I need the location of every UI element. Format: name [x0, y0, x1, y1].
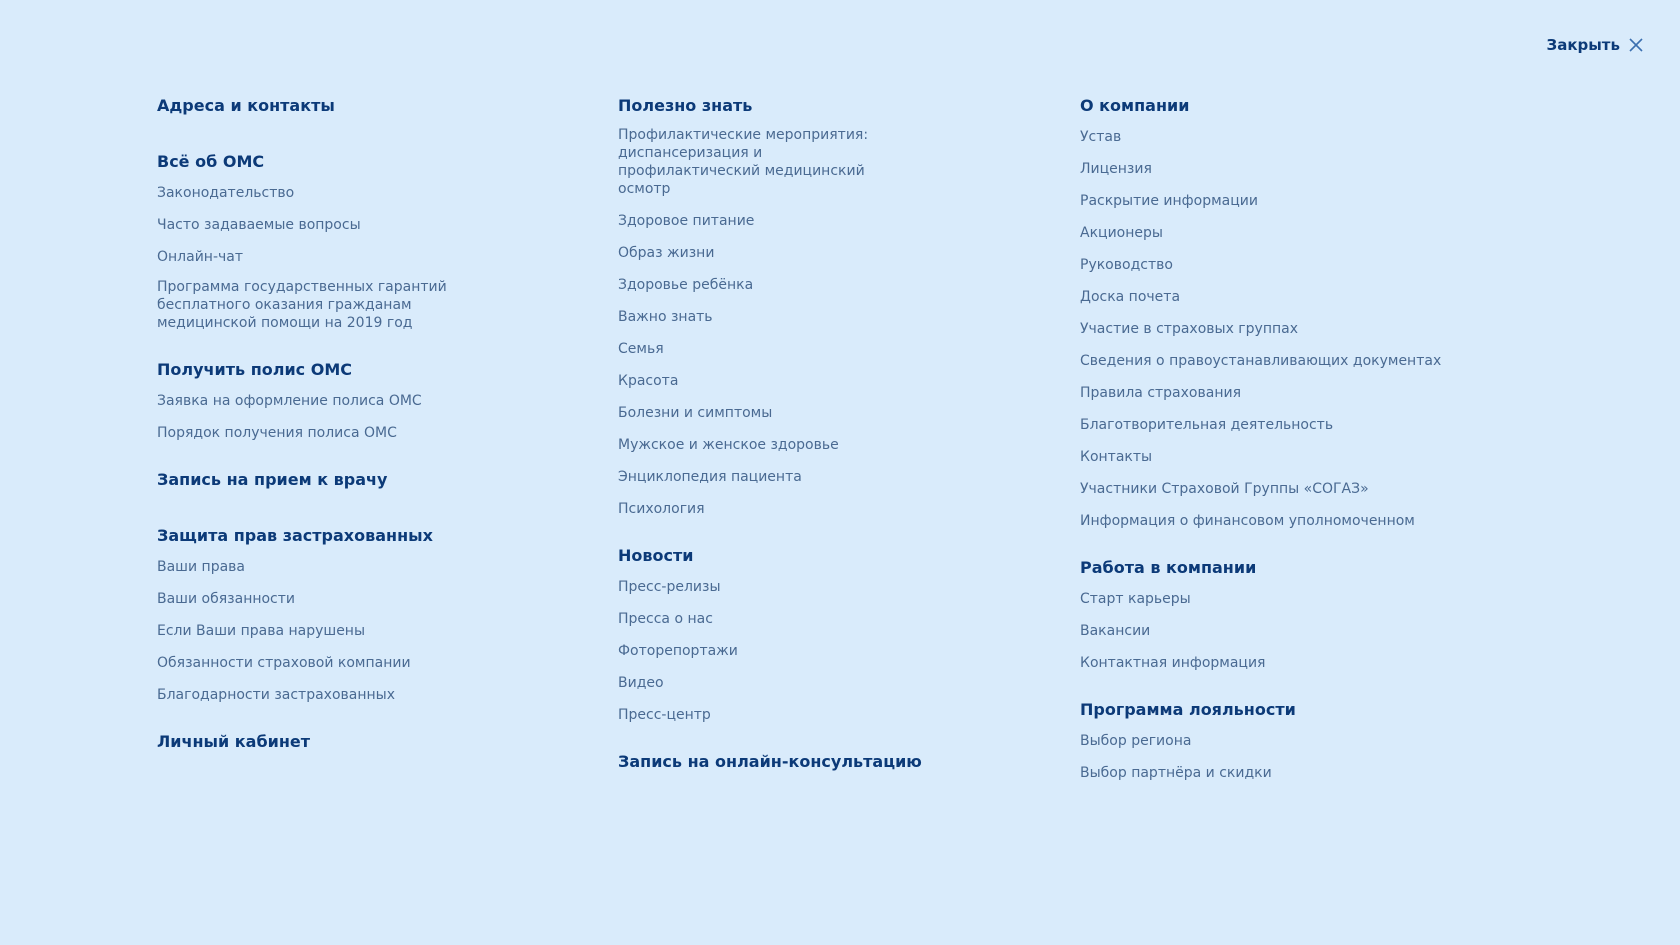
- section-rights: [157, 526, 577, 704]
- menu-link[interactable]: Энциклопедия пациента: [618, 469, 802, 485]
- link-list: [1080, 730, 1500, 782]
- menu-column-3: [1080, 96, 1500, 810]
- link-list: [618, 126, 1038, 518]
- section-heading-get-policy[interactable]: Получить полис ОМС: [157, 360, 352, 379]
- menu-link[interactable]: Вакансии: [1080, 623, 1151, 639]
- section-get-policy: [157, 360, 577, 442]
- link-list: [618, 576, 1038, 724]
- menu-link[interactable]: Если Ваши права нарушены: [157, 623, 366, 639]
- section-heading-news[interactable]: Новости: [618, 546, 694, 565]
- menu-link[interactable]: Онлайн-чат: [157, 249, 244, 265]
- close-icon[interactable]: [1628, 37, 1644, 53]
- close-button[interactable]: [1547, 36, 1644, 54]
- link-list: [157, 390, 577, 442]
- section-online-consultation: [618, 752, 1038, 772]
- menu-link[interactable]: Ваши обязанности: [157, 591, 296, 607]
- menu-link[interactable]: Контактная информация: [1080, 655, 1266, 671]
- section-heading-oms[interactable]: Всё об ОМС: [157, 152, 265, 171]
- section-addresses: [157, 96, 577, 116]
- menu-link[interactable]: Обязанности страховой компании: [157, 655, 411, 671]
- menu-link[interactable]: Мужское и женское здоровье: [618, 437, 839, 453]
- menu-link[interactable]: Участники Страховой Группы «СОГАЗ»: [1080, 481, 1369, 497]
- menu-link[interactable]: Выбор партнёра и скидки: [1080, 765, 1272, 781]
- menu-link[interactable]: Сведения о правоустанавливающих документах: [1080, 353, 1442, 369]
- menu-link[interactable]: Семья: [618, 341, 664, 357]
- menu-link[interactable]: Профилактические мероприятия: диспансеризация и профилактический медицинский осмотр: [618, 127, 869, 197]
- menu-link[interactable]: Выбор региона: [1080, 733, 1192, 749]
- section-heading-online-consultation[interactable]: Запись на онлайн-консультацию: [618, 752, 922, 771]
- section-heading-useful[interactable]: Полезно знать: [618, 96, 753, 115]
- close-label[interactable]: Закрыть: [1546, 36, 1620, 54]
- menu-link[interactable]: Контакты: [1080, 449, 1153, 465]
- section-news: [618, 546, 1038, 724]
- menu-link[interactable]: Ваши права: [157, 559, 245, 575]
- menu-link[interactable]: Правила страхования: [1080, 385, 1241, 401]
- menu-link[interactable]: Здоровое питание: [618, 213, 755, 229]
- menu-link[interactable]: Пресс-релизы: [618, 579, 721, 595]
- menu-link[interactable]: Болезни и симптомы: [618, 405, 773, 421]
- section-heading-account[interactable]: Личный кабинет: [157, 732, 311, 751]
- menu-link[interactable]: Заявка на оформление полиса ОМС: [157, 393, 422, 409]
- section-heading-addresses[interactable]: Адреса и контакты: [157, 96, 335, 115]
- menu-link[interactable]: Видео: [618, 675, 664, 691]
- menu-link[interactable]: Образ жизни: [618, 245, 715, 261]
- menu-link[interactable]: Пресса о нас: [618, 611, 713, 627]
- menu-link[interactable]: Доска почета: [1080, 289, 1181, 305]
- section-oms: [157, 152, 577, 332]
- menu-link[interactable]: Порядок получения полиса ОМС: [157, 425, 397, 441]
- menu-link[interactable]: Руководство: [1080, 257, 1173, 273]
- menu-link[interactable]: Фоторепортажи: [618, 643, 738, 659]
- menu-link[interactable]: Акционеры: [1080, 225, 1163, 241]
- section-heading-doctor-appointment[interactable]: Запись на прием к врачу: [157, 470, 388, 489]
- link-list: [1080, 588, 1500, 672]
- section-useful: [618, 96, 1038, 518]
- link-list: [157, 556, 577, 704]
- section-about: [1080, 96, 1500, 530]
- menu-link[interactable]: Важно знать: [618, 309, 713, 325]
- menu-link[interactable]: Здоровье ребёнка: [618, 277, 754, 293]
- menu-link[interactable]: Программа государственных гарантий бесплатного оказания гражданам медицинской помощи на 2019 год: [157, 279, 447, 331]
- section-careers: [1080, 558, 1500, 672]
- menu-link[interactable]: Психология: [618, 501, 705, 517]
- section-heading-loyalty[interactable]: Программа лояльности: [1080, 700, 1296, 719]
- menu-link[interactable]: Старт карьеры: [1080, 591, 1191, 607]
- section-account: [157, 732, 577, 752]
- menu-link[interactable]: Информация о финансовом уполномоченном: [1080, 513, 1415, 529]
- menu-link[interactable]: Устав: [1080, 129, 1122, 145]
- menu-link[interactable]: Законодательство: [157, 185, 295, 201]
- menu-link[interactable]: Благотворительная деятельность: [1080, 417, 1334, 433]
- section-heading-rights[interactable]: Защита прав застрахованных: [157, 526, 433, 545]
- menu-link[interactable]: Раскрытие информации: [1080, 193, 1258, 209]
- menu-column-1: [157, 96, 577, 780]
- menu-link[interactable]: Часто задаваемые вопросы: [157, 217, 361, 233]
- menu-link[interactable]: Участие в страховых группах: [1080, 321, 1299, 337]
- section-heading-careers[interactable]: Работа в компании: [1080, 558, 1257, 577]
- menu-link[interactable]: Красота: [618, 373, 679, 389]
- section-loyalty: [1080, 700, 1500, 782]
- menu-link[interactable]: Лицензия: [1080, 161, 1152, 177]
- link-list: [157, 182, 577, 332]
- menu-link[interactable]: Пресс-центр: [618, 707, 711, 723]
- menu-column-2: [618, 96, 1038, 800]
- section-doctor-appointment: [157, 470, 577, 490]
- link-list: [1080, 126, 1500, 530]
- menu-link[interactable]: Благодарности застрахованных: [157, 687, 395, 703]
- section-heading-about[interactable]: О компании: [1080, 96, 1190, 115]
